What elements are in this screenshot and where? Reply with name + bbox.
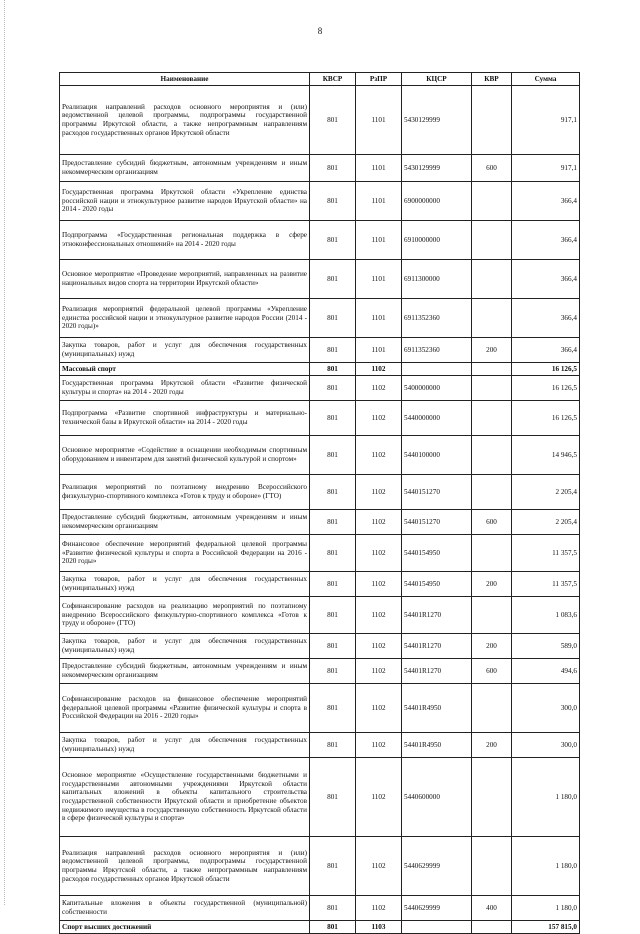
name-cell: Подпрограмма «Государственная региональная поддержка в сфере этноконфессиональных отношений» на 2014 - 2020 годы [60,221,310,260]
table-row [60,363,580,376]
kvr-cell [472,475,512,510]
table-row [60,401,580,436]
kcsr-cell: 54401R4950 [402,684,472,733]
kcsr-cell [402,921,472,934]
header-kcsr: КЦСР [402,73,472,86]
sum-cell: 366,4 [512,299,580,338]
kvsr-cell: 801 [310,733,356,758]
sum-cell: 589,0 [512,634,580,659]
name-cell: Основное мероприятие «Проведение мероприятий, направленных на развитие национальных видов спорта на территории Иркутской области» [60,260,310,299]
name-cell: Закупка товаров, работ и услуг для обеспечения государственных (муниципальных) нужд [60,572,310,597]
kcsr-cell: 54401R4950 [402,733,472,758]
kvsr-cell: 801 [310,659,356,684]
table-row [60,510,580,535]
name-cell: Подпрограмма «Развитие спортивной инфраструктуры и материально- технической базы в Иркутской области» на 2014 - 2020 годы [60,401,310,436]
rzpr-cell: 1102 [356,758,402,837]
rzpr-cell: 1103 [356,921,402,934]
rzpr-cell: 1102 [356,510,402,535]
kcsr-cell: 5440629999 [402,896,472,921]
name-cell: Предоставление субсидий бюджетным, автономным учреждениям и иным некоммерческим организациям [60,510,310,535]
rzpr-cell: 1101 [356,260,402,299]
name-cell: Закупка товаров, работ и услуг для обеспечения государственных (муниципальных) нужд [60,338,310,363]
sum-cell: 917,1 [512,155,580,182]
header-sum: Сумма [512,73,580,86]
kvsr-cell: 801 [310,401,356,436]
name-cell: Реализация мероприятий федеральной целевой программы «Укрепление единства российской нации и этнокультурное развитие народов России (2014 - 2020 годы)» [60,299,310,338]
rzpr-cell: 1102 [356,535,402,572]
name-cell: Софинансирование расходов на реализацию мероприятий по поэтапному внедрению Всероссийского физкультурно-спортивного комплекса «Готов к труду и обороне» (ГТО) [60,597,310,634]
name-cell: Закупка товаров, работ и услуг для обеспечения государственных (муниципальных) нужд [60,634,310,659]
name-cell: Финансовое обеспечение мероприятий федеральной целевой программы «Развитие физической культуры и спорта в Российской Федерации на 2016 - 2020 годы» [60,535,310,572]
table-row [60,572,580,597]
table-row [60,155,580,182]
kvr-cell: 600 [472,155,512,182]
kvsr-cell: 801 [310,684,356,733]
sum-cell: 2 205,4 [512,475,580,510]
rzpr-cell: 1102 [356,659,402,684]
header-kvsr: КВСР [310,73,356,86]
kcsr-cell: 5440151270 [402,510,472,535]
table-row [60,535,580,572]
name-cell: Предоставление субсидий бюджетным, автономным учреждениям и иным некоммерческим организациям [60,659,310,684]
kvsr-cell: 801 [310,921,356,934]
name-cell: Основное мероприятие «Содействие в оснащении необходимым спортивным оборудованием и инвентарем для занятий физической культурой и спортом» [60,436,310,475]
kcsr-cell: 5440600000 [402,758,472,837]
sum-cell: 11 357,5 [512,535,580,572]
header-name: Наименование [60,73,310,86]
rzpr-cell: 1102 [356,597,402,634]
kcsr-cell: 5440154950 [402,572,472,597]
table-row [60,597,580,634]
table-row [60,475,580,510]
sum-cell: 16 126,5 [512,363,580,376]
rzpr-cell: 1102 [356,572,402,597]
table-row [60,376,580,401]
kcsr-cell: 5430129999 [402,86,472,155]
sum-cell: 1 180,0 [512,837,580,896]
table-row [60,182,580,221]
kvr-cell [472,535,512,572]
table-row [60,436,580,475]
table-row [60,837,580,896]
kcsr-cell: 5430129999 [402,155,472,182]
sum-cell: 494,6 [512,659,580,684]
rzpr-cell: 1102 [356,376,402,401]
table-row [60,921,580,934]
rzpr-cell: 1102 [356,684,402,733]
sum-cell: 2 205,4 [512,510,580,535]
page-number: 8 [317,26,323,36]
kvsr-cell: 801 [310,634,356,659]
name-cell: Основное мероприятие «Осуществление государственными бюджетными и государственными автономными учреждениями Иркутской области капитальных вложений в объекты капитального строительства государственной собственности Иркутской области и приобретение объектов недвижимого имущества в государственную собственность Иркутской области в сфере физической культуры и спорта» [60,758,310,837]
rzpr-cell: 1102 [356,896,402,921]
kvsr-cell: 801 [310,535,356,572]
kvsr-cell: 801 [310,86,356,155]
kcsr-cell: 6911300000 [402,260,472,299]
rzpr-cell: 1101 [356,155,402,182]
kcsr-cell: 54401R1270 [402,634,472,659]
rzpr-cell: 1102 [356,363,402,376]
kvsr-cell: 801 [310,597,356,634]
rzpr-cell: 1102 [356,634,402,659]
kcsr-cell: 5440000000 [402,401,472,436]
name-cell: Софинансирование расходов на финансовое обеспечение мероприятий федеральной целевой программы «Развитие физической культуры и спорта в Российской Федерации на 2016 - 2020 годы» [60,684,310,733]
rzpr-cell: 1102 [356,475,402,510]
name-cell: Государственная программа Иркутской области «Укрепление единства российской нации и этнокультурное развитие народов Иркутской области» на 2014 - 2020 годы [60,182,310,221]
table-row [60,896,580,921]
kvr-cell [472,921,512,934]
kvr-cell [472,758,512,837]
kvr-cell [472,401,512,436]
kvsr-cell: 801 [310,338,356,363]
kvsr-cell: 801 [310,572,356,597]
kvsr-cell: 801 [310,299,356,338]
kvsr-cell: 801 [310,758,356,837]
kvsr-cell: 801 [310,182,356,221]
sum-cell: 366,4 [512,221,580,260]
kvr-cell: 600 [472,510,512,535]
kvr-cell: 600 [472,659,512,684]
sum-cell: 366,4 [512,182,580,221]
table-body [60,86,580,934]
kvsr-cell: 801 [310,221,356,260]
sum-cell: 1 083,6 [512,597,580,634]
rzpr-cell: 1101 [356,86,402,155]
kvr-cell [472,597,512,634]
kcsr-cell: 54401R1270 [402,659,472,684]
kvr-cell [472,436,512,475]
rzpr-cell: 1102 [356,401,402,436]
rzpr-cell: 1101 [356,221,402,260]
rzpr-cell: 1101 [356,299,402,338]
name-cell: Реализация направлений расходов основного мероприятия и (или) ведомственной целевой программы, подпрограммы государственной программы Иркутской области, а также непрограммным направлениям расходов государственных органов Иркутской области [60,837,310,896]
kcsr-cell: 5400000000 [402,376,472,401]
sum-cell: 14 946,5 [512,436,580,475]
kvr-cell [472,260,512,299]
sum-cell: 1 180,0 [512,896,580,921]
kvsr-cell: 801 [310,896,356,921]
kvsr-cell: 801 [310,510,356,535]
name-cell: Предоставление субсидий бюджетным, автономным учреждениям и иным некоммерческим организациям [60,155,310,182]
kcsr-cell: 6910000000 [402,221,472,260]
kvr-cell [472,221,512,260]
kvr-cell [472,182,512,221]
kcsr-cell: 5440629999 [402,837,472,896]
rzpr-cell: 1102 [356,436,402,475]
sum-cell: 11 357,5 [512,572,580,597]
table-row [60,659,580,684]
kvr-cell [472,363,512,376]
sum-cell: 917,1 [512,86,580,155]
table-row [60,634,580,659]
name-cell: Закупка товаров, работ и услуг для обеспечения государственных (муниципальных) нужд [60,733,310,758]
kcsr-cell: 5440100000 [402,436,472,475]
kvr-cell: 200 [472,634,512,659]
rzpr-cell: 1102 [356,733,402,758]
kvr-cell: 400 [472,896,512,921]
table-row [60,338,580,363]
kvsr-cell: 801 [310,376,356,401]
kvsr-cell: 801 [310,155,356,182]
kcsr-cell: 5440154950 [402,535,472,572]
name-cell: Реализация мероприятий по поэтапному внедрению Всероссийского физкультурно-спортивного комплекса «Готов к труду и обороне» (ГТО) [60,475,310,510]
table-header-row [60,73,580,86]
kvr-cell [472,299,512,338]
table-row [60,684,580,733]
name-cell: Капитальные вложения в объекты государственной (муниципальной) собственности [60,896,310,921]
table-row [60,733,580,758]
scan-edge [4,0,6,905]
kcsr-cell: 5440151270 [402,475,472,510]
rzpr-cell: 1102 [356,837,402,896]
kvsr-cell: 801 [310,363,356,376]
kcsr-cell [402,363,472,376]
kcsr-cell: 6900000000 [402,182,472,221]
kcsr-cell: 6911352360 [402,299,472,338]
rzpr-cell: 1101 [356,182,402,221]
kvr-cell [472,86,512,155]
sum-cell: 16 126,5 [512,401,580,436]
name-cell: Спорт высших достижений [60,921,310,934]
sum-cell: 366,4 [512,260,580,299]
table-row [60,221,580,260]
table-row [60,260,580,299]
kvr-cell [472,376,512,401]
kvr-cell: 200 [472,338,512,363]
budget-table [59,72,580,934]
header-kvr: КВР [472,73,512,86]
table-row [60,299,580,338]
kvsr-cell: 801 [310,475,356,510]
name-cell: Государственная программа Иркутской области «Развитие физической культуры и спорта» на 2014 - 2020 годы [60,376,310,401]
kvr-cell [472,684,512,733]
sum-cell: 157 815,0 [512,921,580,934]
kvr-cell [472,837,512,896]
sum-cell: 366,4 [512,338,580,363]
header-rzpr: РзПР [356,73,402,86]
kvsr-cell: 801 [310,837,356,896]
rzpr-cell: 1101 [356,338,402,363]
kcsr-cell: 54401R1270 [402,597,472,634]
kvsr-cell: 801 [310,260,356,299]
table-row [60,86,580,155]
name-cell: Реализация направлений расходов основного мероприятия и (или) ведомственной целевой программы, подпрограммы государственной программы Иркутской области, а также непрограммным направлениям расходов государственных органов Иркутской области [60,86,310,155]
kcsr-cell: 6911352360 [402,338,472,363]
sum-cell: 300,0 [512,684,580,733]
kvr-cell: 200 [472,572,512,597]
kvr-cell: 200 [472,733,512,758]
name-cell: Массовый спорт [60,363,310,376]
sum-cell: 300,0 [512,733,580,758]
sum-cell: 16 126,5 [512,376,580,401]
kvsr-cell: 801 [310,436,356,475]
sum-cell: 1 180,0 [512,758,580,837]
table-row [60,758,580,837]
